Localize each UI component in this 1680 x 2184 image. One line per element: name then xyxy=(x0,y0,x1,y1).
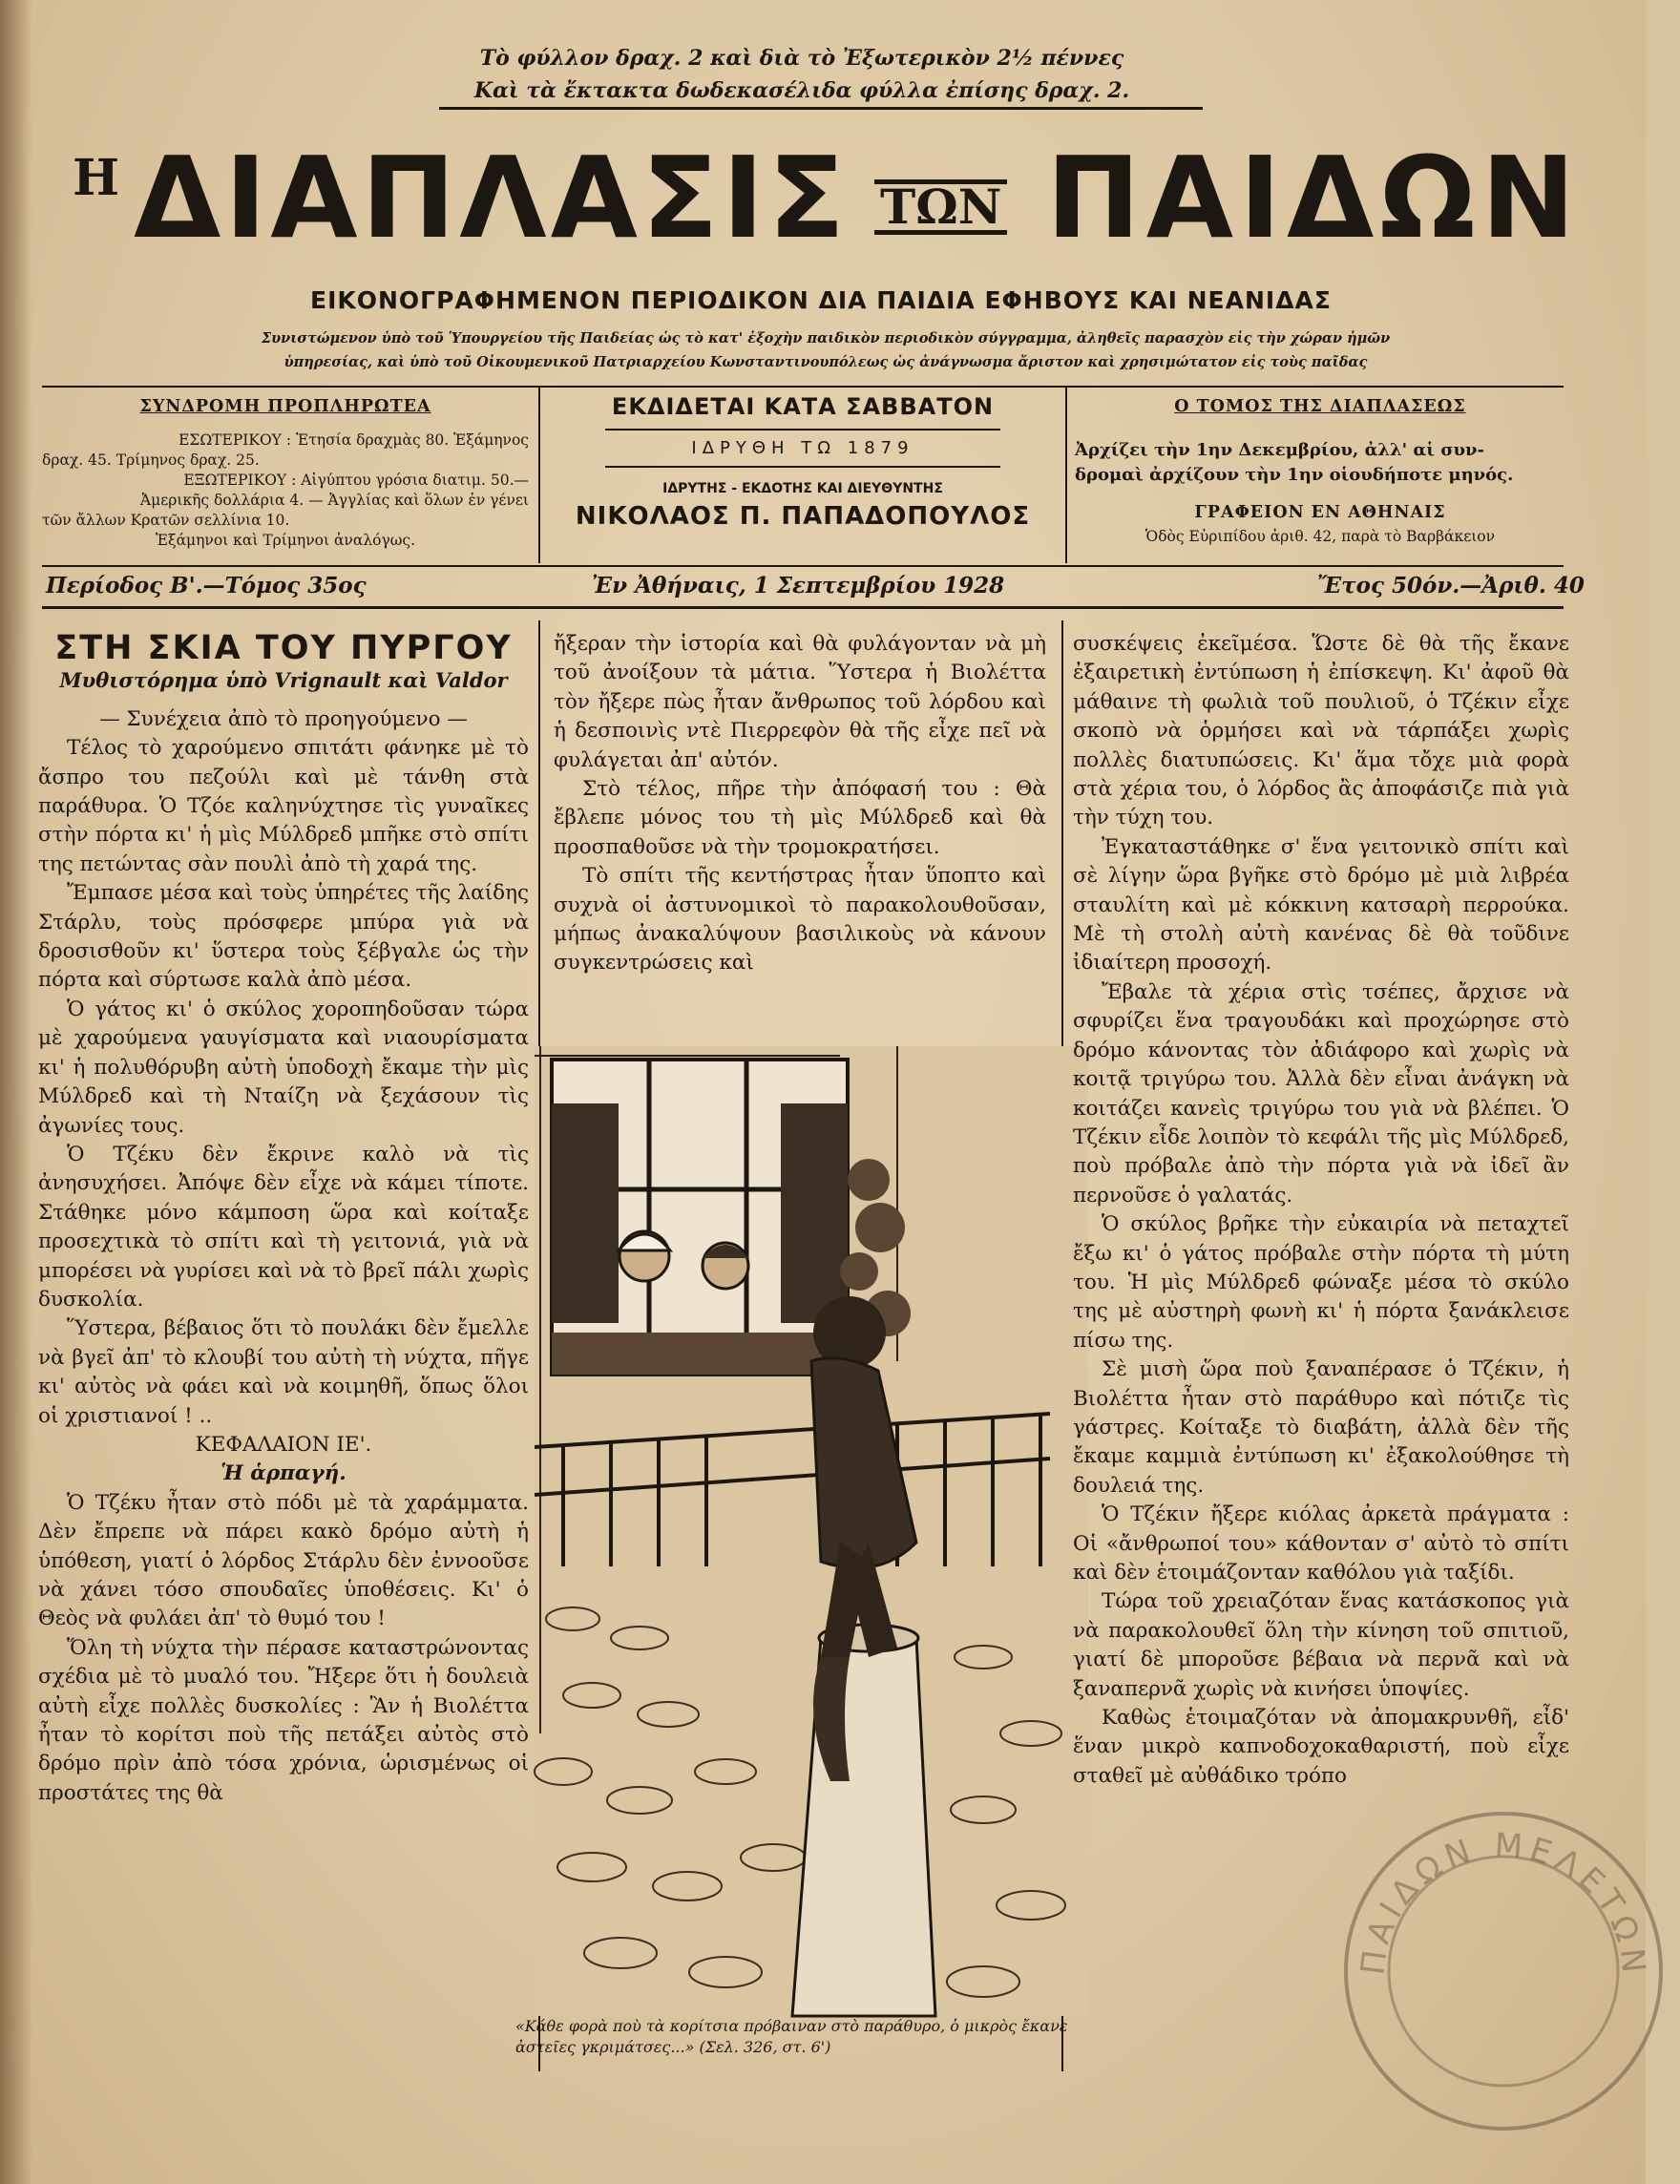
office-title: ΓΡΑΦΕΙΟΝ ΕΝ ΑΘΗΝΑΙΣ xyxy=(1194,503,1446,522)
publication-schedule: ΕΚΔΙΔΕΤΑΙ ΚΑΤΑ ΣΑΒΒΑΤΟΝ xyxy=(611,393,995,420)
paragraph: Σὲ μισὴ ὥρα ποὺ ξαναπέρασε ὁ Τζέκιν, ἡ Βιολέττα ἦταν στὸ παράθυρο καὶ πότιζε τὶς γάστρες. Κοίταξε τὸ διαβάτη, ἀλλὰ δὲν τῆς ἔκαμε καμμιὰ ἐντύπωση κι' ἐξακολούθησε τὴ δουλειά της. xyxy=(1073,1357,1569,1498)
paragraph: Ὕστερα, βέβαιος ὅτι τὸ πουλάκι δὲν ἔμελλε νὰ βγεῖ ἀπ' τὸ κλουβί του αὐτὴ τὴ νύχτα, πῆγε κι' αὐτὸς νὰ φάει καὶ νὰ κοιμηθῆ, ὅπως ὅλοι οἱ χριστιανοί ! .. xyxy=(38,1316,529,1428)
issue-rule xyxy=(42,606,1564,609)
paragraph: Καθὼς ἑτοιμαζόταν νὰ ἀπομακρυνθῆ, εἶδ' ἕναν μικρὸ καπνοδοχοκαθαριστή, ποὺ εἶχε σταθεῖ μὲ αὐθάδικο τρόπο xyxy=(1073,1706,1569,1788)
subscription-box xyxy=(42,397,529,551)
paragraph: Ἐγκαταστάθηκε σ' ἕνα γειτονικὸ σπίτι καὶ σὲ λίγην ὥρα βγῆκε στὸ δρόμο μὲ μιὰ λιβρέα σταυλίτη καὶ μὲ κόκκινη κατσαρὴ περρούκα. Μὲ τὴ στολὴ αὐτὴ κανένας δὲ θὰ τοῦδινε ἰδιαίτερη προσοχή. xyxy=(1073,834,1569,976)
subscription-title: ΣΥΝΔΡΟΜΗ ΠΡΟΠΛΗΡΩΤΕΑ xyxy=(139,397,431,416)
paragraph: Στὸ τέλος, πῆρε τὴν ἀπόφασή του : Θὰ ἔβλεπε μόνος του τὴ μὶς Μύλδρεδ καὶ θὰ προσπαθοῦσε νὰ τὴν τρομοκρατήσει. xyxy=(554,777,1046,859)
header-divider-right xyxy=(1065,386,1067,563)
binding-shadow xyxy=(0,0,32,2184)
paragraph: Ὁ γάτος κι' ὁ σκύλος χοροπηδοῦσαν τώρα μὲ χαρούμενα γαυγίσματα καὶ νιαουρίσματα κι' ἡ πολυθόρυβη αὐτὴ ὑποδοχὴ ἔκαμε τὴν μὶς Μύλδρεδ καὶ τὴ Νταίζη νὰ ξεχάσουν τὶς ἀγωνίες τους. xyxy=(38,997,529,1138)
paragraph: Τώρα τοῦ χρειαζόταν ἕνας κατάσκοπος γιὰ νὰ παρακολουθεῖ ὅλη τὴν κίνηση τοῦ σπιτιοῦ, γιατί δὲ μποροῦσε βέβαια νὰ περνᾶ καὶ νὰ ξαναπερνᾶ χωρὶς νὰ κινήσει ὑποψίες. xyxy=(1073,1589,1569,1701)
paragraph: Τὸ σπίτι τῆς κεντήστρας ἦταν ὕποπτο καὶ συχνὰ οἱ ἀστυνομικοὶ τὸ παρακολουθοῦσαν, μήπως ἀνακαλύψουν βασιλικοὺς νὰ κάνουν συγκεντρώσεις καὶ xyxy=(554,864,1046,976)
masthead-ton: ΤΩΝ xyxy=(874,179,1007,235)
story-authors: Μυθιστόρημα ὑπὸ Vrignault καὶ Valdor xyxy=(59,668,508,693)
chapter-title: Ἡ ἁρπαγή. xyxy=(220,1461,346,1486)
header-top-rule xyxy=(42,386,1564,388)
pricing-divider xyxy=(439,107,1203,110)
stamp-text: ΠΑΙΔΩΝ ΜΕΛΕΤΩΝ xyxy=(1354,1826,1653,1981)
subscription-line: Ἑξάμηνοι καὶ Τρίμηνοι ἀναλόγως. xyxy=(156,532,415,549)
header-divider-left xyxy=(538,386,540,563)
paragraph: Τέλος τὸ χαρούμενο σπιτάτι φάνηκε μὲ τὸ ἄσπρο του πεζούλι καὶ μὲ τάνθη στὰ παράθυρα. Ὁ Τζόε καληνύχτησε τὶς γυναῖκες στὴν πόρτα κι' ἡ μὶς Μύλδρεδ μπῆκε στὸ σπίτι της πετώντας σὰν πουλὶ ἀπὸ τὴ χαρά της. xyxy=(38,736,529,876)
header-bottom-rule xyxy=(42,565,1564,567)
subscription-line: ΕΣΩΤΕΡΙΚΟΥ : Ἐτησία δραχμὰς 80. Ἑξάμηνος xyxy=(178,431,529,449)
subscription-line: δραχ. 45. Τρίμηνος δραχ. 25. xyxy=(42,452,260,469)
periodical-subtitle: ΕΙΚΟΝΟΓΡΑΦΗΜΕΝΟΝ ΠΕΡΙΟΔΙΚΟΝ ΔΙΑ ΠΑΙΔΙΑ ΕΦΗΒΟΥΣ ΚΑΙ ΝΕΑΝΙΔΑΣ xyxy=(310,286,1332,314)
masthead-paidon: ΠΑΙΔΩΝ xyxy=(1046,132,1582,263)
paragraph: Ὁ Τζέκυ δὲν ἔκρινε καλὸ νὰ τὶς ἀνησυχήσει. Ἀπόψε δὲν εἶχε νὰ κάμει τίποτε. Στάθηκε μόνο κάμποση ὥρα καὶ κοίταξε προσεχτικὰ τὸ σπίτι καὶ τὴ γειτονιά, γιὰ νὰ μπορέσει νὰ γυρίσει καὶ νὰ τὸ βρεῖ πάλι χωρὶς δυσκολία. xyxy=(38,1142,529,1312)
paragraph: Ἔμπασε μέσα καὶ τοὺς ὑπηρέτες τῆς λαίδης Στάρλυ, τοὺς πρόσφερε μπύρα γιὰ νὰ δροσισθοῦν κι' ὕστερα τοὺς ξέβγαλε ὡς τὴν πόρτα καὶ σύρτωσε καλὰ ἀπὸ μέσα. xyxy=(38,881,529,993)
volume-line-1: Ἀρχίζει τὴν 1ην Δεκεμβρίου, ἀλλ' αἱ συν- xyxy=(1075,440,1484,460)
office-address: Ὁδὸς Εὐριπίδου ἀριθ. 42, παρὰ τὸ Βαρβάκειον xyxy=(1144,528,1496,545)
paragraph: Ἔβαλε τὰ χέρια στὶς τσέπες, ἄρχισε νὰ σφυρίζει ἕνα τραγουδάκι καὶ προχώρησε στὸ δρόμο κάνοντας τὸν ἀδιάφορο καὶ χωρὶς νὰ κοιτᾷ τριγύρω του. Ἀλλὰ δὲν εἶναι ἀνάγκη νὰ κοιτάζει κανεὶς τριγύρω του γιὰ νὰ βλέπει. Ὁ Τζέκιν εἶδε λοιπὸν τὸ κεφάλι τῆς μὶς Μύλδρεδ, ποὺ πρόβαλε ἀπὸ τὴν πόρτα γιὰ νὰ ἰδεῖ ἂν περνοῦσε ὁ γαλατάς. xyxy=(1073,979,1569,1208)
subscription-line: τῶν ἄλλων Κρατῶν σελλίνια 10. xyxy=(42,512,290,529)
story-title: ΣΤΗ ΣΚΙΑ ΤΟΥ ΠΥΡΓΟΥ xyxy=(54,629,513,667)
issue-date: Ἐν Ἀθήναις, 1 Σεπτεμβρίου 1928 xyxy=(592,573,1005,598)
founded-year: ΙΔΡΥΘΗ ΤΩ 1879 xyxy=(691,438,914,458)
pricing-line-2: Καὶ τὰ ἔκτακτα δωδεκασέλιδα φύλλα ἐπίσης δραχ. 2. xyxy=(473,78,1130,103)
story-column-2 xyxy=(554,630,1046,978)
masthead-article: Η xyxy=(73,149,120,207)
subscription-line: ΕΞΩΤΕΡΙΚΟΥ : Αἰγύπτου γρόσια διατιμ. 50.— xyxy=(183,472,529,489)
paragraph: ἤξεραν τὴν ἱστορία καὶ θὰ φυλάγονταν νὰ μὴ τοῦ ἀνοίξουν τὰ μάτια. Ὕστερα ἡ Βιολέττα τὸν ἤξερε πὼς ἦταν ἄνθρωπος τοῦ λόρδου καὶ ἡ δεσποινὶς ντὲ Πιερρεφὸν θὰ τῆς εἶχε πεῖ νὰ φυλάγεται ἀπ' αὐτόν. xyxy=(554,632,1046,772)
volume-box xyxy=(1075,397,1565,547)
endorsement-line-1: Συνιστώμενον ὑπὸ τοῦ Ὑπουργείου τῆς Παιδείας ὡς τὸ κατ' ἐξοχὴν παιδικὸν περιοδικὸν σύγγραμμα, ἀληθεῖς παρασχὸν εἰς τὴν χώραν ἡμῶν xyxy=(261,330,1391,346)
endorsement xyxy=(67,326,1585,374)
paragraph: Ὁ Τζέκυ ἦταν στὸ πόδι μὲ τὰ χαράμματα. Δὲν ἔπρεπε νὰ πάρει κακὸ δρόμο αὐτὴ ἡ ὑπόθεση, γιατί ὁ λόρδος Στάρλυ δὲν ἐννοοῦσε νὰ χάνει τόσο σπουδαῖες ὑποθέσεις. Κι' ὁ Θεὸς νὰ φυλάει ἀπ' τὸ θυμό του ! xyxy=(38,1490,529,1631)
paragraph: Ὁ σκύλος βρῆκε τὴν εὐκαιρία νὰ πεταχτεῖ ἔξω κι' ὁ γάτος πρόβαλε στὴν πόρτα τὴ μύτη του. Ἡ μὶς Μύλδρεδ φώναξε μέσα τὸ σκύλο της μὲ αὐστηρὴ φωνὴ κι' ἡ πόρτα ξανάκλεισε πίσω της. xyxy=(1073,1212,1569,1353)
publisher-role: ΙΔΡΥΤΗΣ - ΕΚΔΟΤΗΣ ΚΑΙ ΔΙΕΥΘΥΝΤΗΣ xyxy=(662,481,943,496)
publisher-name: ΝΙΚΟΛΑΟΣ Π. ΠΑΠΑΔΟΠΟΥΛΟΣ xyxy=(575,502,1031,531)
publisher-rule xyxy=(605,429,1000,430)
endorsement-line-2: ὑπηρεσίας, καὶ ὑπὸ τοῦ Οἰκουμενικοῦ Πατριαρχείου Κωνσταντινουπόλεως ὡς ἀνάγνωσμα ἄριστον καὶ χρησιμώτατον εἰς τοὺς παῖδας xyxy=(284,354,1368,370)
story-column-3 xyxy=(1073,630,1569,1791)
pricing-notice xyxy=(420,42,1184,107)
issue-period: Περίοδος Β'.—Τόμος 35ος xyxy=(46,573,367,598)
illustration-caption: «Κάθε φορὰ ποὺ τὰ κορίτσια πρόβαιναν στὸ παράθυρο, ὁ μικρὸς ἔκανε ἀστεῖες γκριμάτσες...» (Σελ. 326, στ. 6') xyxy=(515,2017,1068,2056)
paragraph: συσκέψεις ἐκεῖμέσα. Ὥστε δὲ θὰ τῆς ἔκανε ἐξαιρετικὴ ἐντύπωση ἡ ἐπίσκεψη. Κι' ἀφοῦ θὰ μάθαινε τὴ φωλιὰ τοῦ πουλιοῦ, ὁ Τζέκιν εἶχε σκοπὸ νὰ ὁρμήσει καὶ νὰ τάρπάξει χωρὶς πολλὲς διατυπώσεις. Κι' ἅμα τὄχε μιὰ φορὰ στὰ χέρια του, ὁ λόρδος ἂς ἀποφάσιζε πιὰ γιὰ τὴν τύχη του. xyxy=(1073,632,1569,830)
window-icon xyxy=(552,1060,848,1375)
subscription-line: Ἀμερικῆς δολλάρια 4. — Ἀγγλίας καὶ ὅλων ἐν γένει xyxy=(139,492,529,509)
publisher-rule xyxy=(605,466,1000,468)
library-stamp-icon xyxy=(1327,1795,1680,2148)
masthead xyxy=(73,132,1582,267)
publisher-box xyxy=(548,393,1058,531)
issue-year-number: Ἔτος 50όν.—Ἀριθ. 40 xyxy=(1317,573,1585,598)
pricing-line-1: Τὸ φύλλον δραχ. 2 καὶ διὰ τὸ Ἐξωτερικὸν 2½ πέννες xyxy=(479,46,1124,71)
volume-title: Ο ΤΟΜΟΣ ΤΗΣ ΔΙΑΠΛΑΣΕΩΣ xyxy=(1174,397,1466,416)
svg-text:ΠΑΙΔΩΝ ΜΕΛΕΤΩΝ xyxy=(1354,1826,1653,1980)
chapter-number: ΚΕΦΑΛΑΙΟΝ ΙΕ'. xyxy=(195,1432,372,1457)
paragraph: Ὁ Τζέκιν ἤξερε κιόλας ἀρκετὰ πράγματα : Οἱ «ἄνθρωποί του» κάθονταν σ' αὐτὸ τὸ σπίτι καὶ δὲν ἑτοιμάζονταν καθόλου γιὰ ταξίδι. xyxy=(1073,1502,1569,1585)
paragraph: Ὅλη τὴ νύχτα τὴν πέρασε καταστρώνοντας σχέδια μὲ τὸ μυαλό του. Ἤξερε ὅτι ἡ δουλειὰ αὐτὴ εἶχε πολλὲς δυσκολίες : Ἂν ἡ Βιολέττα ἦταν τὸ κορίτσι ποὺ τῆς πετάξει αὐτὸς στὸ δρόμο πρὶν ἀπὸ τόσα χρόνια, ὡρισμένως οἱ προστάτες της θὰ xyxy=(38,1635,529,1805)
illustration xyxy=(535,1046,1088,2016)
continued-note: — Συνέχεια ἀπὸ τὸ προηγούμενο — xyxy=(99,706,468,731)
story-column-1 xyxy=(38,629,529,1808)
masthead-diaplasis: ΔΙΑΠΛΑΣΙΣ xyxy=(134,132,850,263)
volume-line-2: δρομαὶ ἀρχίζουν τὴν 1ην οἱουδήποτε μηνός. xyxy=(1075,465,1514,485)
